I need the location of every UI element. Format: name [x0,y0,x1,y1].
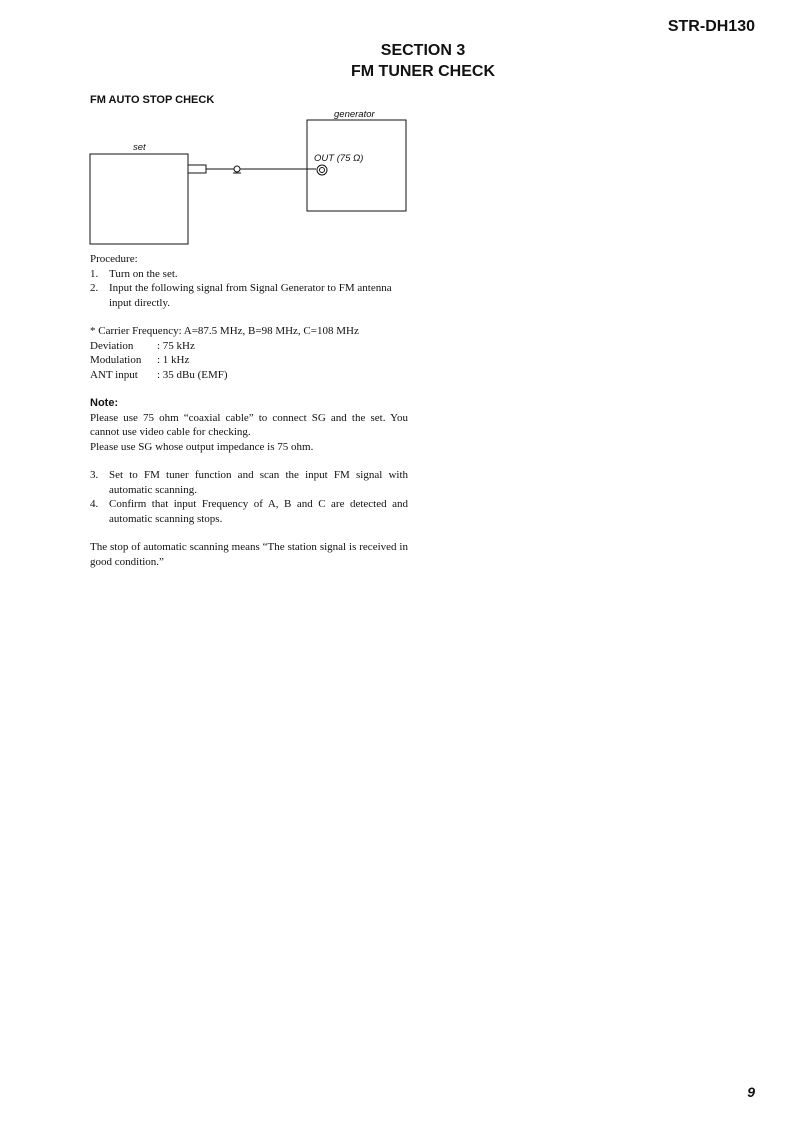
subsection-title: FM AUTO STOP CHECK [90,94,215,106]
param-modulation [90,353,408,368]
carrier-frequency: * Carrier Frequency: A=87.5 MHz, B=98 MHz, C=108 MHz [90,325,359,337]
plug-icon [233,166,241,173]
note-line-2: Please use SG whose output impedance is 75 ohm. [90,440,314,453]
set-label: set [133,142,146,153]
section-name: FM TUNER CHECK [351,63,495,80]
param-value: : 1 kHz [157,354,190,366]
connection-diagram [80,104,420,250]
set-box [90,154,188,244]
step-3 [90,468,408,497]
param-key: Deviation [90,339,134,352]
param-value: : 35 dBu (EMF) [157,368,228,381]
step-text: Set to FM tuner function and scan the input FM signal with automatic scanning. [109,469,408,496]
step-4 [90,497,408,526]
section-number: SECTION 3 [380,42,466,59]
param-key: ANT input [90,368,138,381]
closing-text: The stop of automatic scanning means “The station signal is received in good condition.” [90,541,408,568]
note-line-1: Please use 75 ohm “coaxial cable” to connect SG and the set. You cannot use video cable for checking. [90,411,408,438]
section-title [0,40,793,82]
step-number: 2. [90,282,99,294]
param-value: : 75 kHz [157,339,195,352]
param-ant-input [90,368,408,383]
step-1 [90,267,408,282]
output-jack-icon [317,165,327,175]
generator-label: generator [334,109,375,120]
param-deviation [90,339,408,354]
antenna-connector [188,165,206,173]
model-number: STR-DH130 [667,18,755,35]
page-number: 9 [747,1084,755,1100]
step-text: Input the following signal from Signal Generator to FM antenna input directly. [109,282,392,309]
procedure-text [90,252,408,569]
step-2 [90,281,408,310]
step-text: Turn on the set. [109,267,178,280]
step-number: 1. [90,267,99,280]
step-number: 4. [90,498,99,510]
output-label: OUT (75 Ω) [314,153,364,164]
param-key: Modulation [90,354,142,366]
note-heading: Note: [90,397,119,409]
step-text: Confirm that input Frequency of A, B and C are detected and automatic scanning stops. [109,498,408,525]
step-number: 3. [90,469,99,481]
procedure-heading: Procedure: [90,253,138,265]
